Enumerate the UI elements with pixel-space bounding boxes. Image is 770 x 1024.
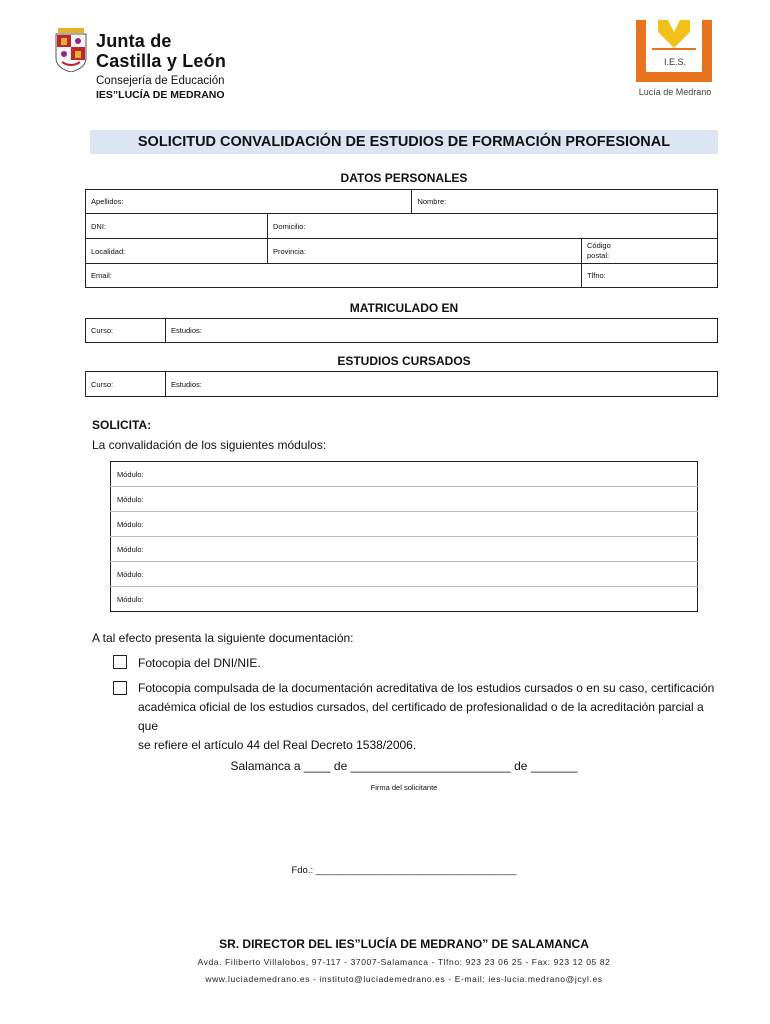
- provincia-field[interactable]: Provincia:: [268, 239, 582, 264]
- junta-shield-logo: [52, 28, 90, 72]
- footer-address: Avda. Filiberto Villalobos, 97-117 - 37007-Salamanca - Tlfno: 923 23 06 25 - Fax: 923 12 05 82: [197, 957, 611, 967]
- codigo-postal-label-1: Código: [587, 241, 611, 250]
- codigo-postal-label-2: postal:: [587, 251, 610, 260]
- domicilio-field[interactable]: Domicilio:: [268, 214, 718, 239]
- logo-caption: Lucía de Medrano: [638, 87, 712, 97]
- cursados-table: [85, 371, 718, 397]
- solicita-subtitle: La convalidación de los siguientes módulos:: [92, 438, 327, 452]
- modulos-table: [110, 461, 698, 612]
- solicita-heading: SOLICITA:: [92, 418, 152, 432]
- dni-checkbox[interactable]: [113, 655, 127, 669]
- compulsada-line-3: se refiere el artículo 44 del Real Decreto 1538/2006.: [138, 738, 417, 752]
- footer-contacts: www.luciademedrano.es - instituto@luciademedrano.es - E-mail: ies-lucia.medrano@jcyl.es: [205, 974, 603, 984]
- consejeria-label: Consejería de Educación: [96, 75, 225, 87]
- junta-name-line2: Castilla y León: [96, 51, 227, 71]
- compulsada-checkbox[interactable]: [113, 681, 127, 695]
- cursados-heading: ESTUDIOS CURSADOS: [337, 354, 471, 368]
- cursados-curso-field[interactable]: Curso:: [86, 372, 166, 397]
- compulsada-checkbox-label: [138, 679, 718, 755]
- signature-date-line[interactable]: Salamanca a ____ de ________________________ de _______: [230, 759, 578, 773]
- tlfno-field[interactable]: Tlfno:: [582, 264, 718, 288]
- modulo-field[interactable]: Módulo:: [111, 512, 698, 537]
- documentacion-intro: A tal efecto presenta la siguiente documentación:: [92, 631, 354, 645]
- cursados-estudios-field[interactable]: Estudios:: [166, 372, 718, 397]
- localidad-field[interactable]: Localidad:: [86, 239, 268, 264]
- codigo-postal-field[interactable]: [582, 239, 718, 264]
- signature-caption: Firma del solicitante: [370, 783, 438, 792]
- compulsada-line-2: académica oficial de los estudios cursados, del certificado de profesionalidad o de la acreditación parcial a que: [138, 700, 704, 733]
- matriculado-heading: MATRICULADO EN: [349, 301, 459, 315]
- datos-personales-table: [85, 189, 718, 288]
- logo-ies-text: I.E.S.: [663, 57, 687, 67]
- ies-lucia-medrano-logo: [630, 18, 718, 84]
- modulo-field[interactable]: Módulo:: [111, 462, 698, 487]
- nombre-field[interactable]: Nombre:: [412, 190, 718, 214]
- modulo-field[interactable]: Módulo:: [111, 537, 698, 562]
- modulo-field[interactable]: Módulo:: [111, 587, 698, 612]
- matriculado-estudios-field[interactable]: Estudios:: [166, 319, 718, 343]
- page-title: SOLICITUD CONVALIDACIÓN DE ESTUDIOS DE FORMACIÓN PROFESIONAL: [137, 134, 671, 150]
- junta-name-line1: Junta de: [96, 31, 172, 51]
- dni-field[interactable]: DNI:: [86, 214, 268, 239]
- fdo-line[interactable]: Fdo.: ______________________________________: [291, 865, 517, 876]
- ies-name-label: IES”LUCÍA DE MEDRANO: [96, 89, 225, 101]
- modulo-field[interactable]: Módulo:: [111, 562, 698, 587]
- modulo-field[interactable]: Módulo:: [111, 487, 698, 512]
- email-field[interactable]: Email:: [86, 264, 582, 288]
- footer-recipient: SR. DIRECTOR DEL IES”LUCÍA DE MEDRANO” DE SALAMANCA: [219, 937, 589, 951]
- matriculado-table: [85, 318, 718, 343]
- compulsada-line-1: Fotocopia compulsada de la documentación acreditativa de los estudios cursados o en su caso, certificación: [138, 681, 715, 695]
- matriculado-curso-field[interactable]: Curso:: [86, 319, 166, 343]
- apellidos-field[interactable]: Apellidos:: [86, 190, 412, 214]
- datos-personales-heading: DATOS PERSONALES: [340, 171, 468, 185]
- dni-checkbox-label: Fotocopia del DNI/NIE.: [138, 656, 261, 670]
